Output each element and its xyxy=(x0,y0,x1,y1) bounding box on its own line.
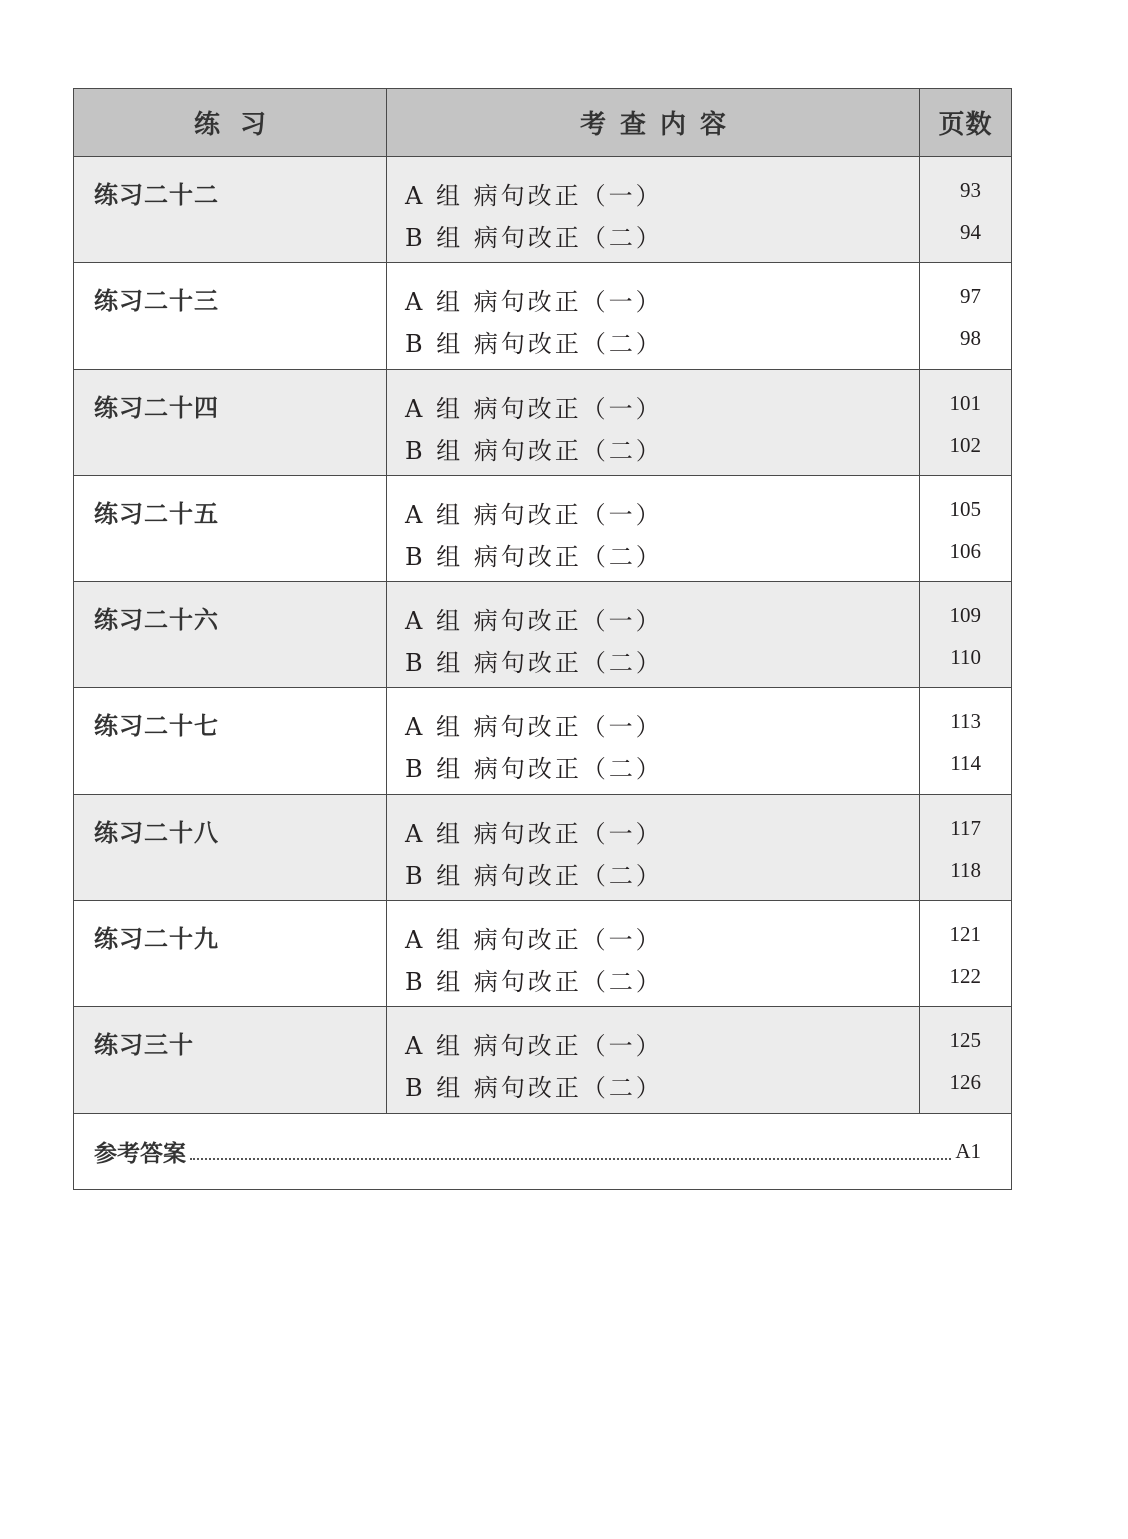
topic-b[interactable]: B 组 病句改正（二） xyxy=(405,224,663,252)
exercise-title[interactable]: 练习二十七 xyxy=(94,712,219,741)
table-row xyxy=(74,1006,1011,1112)
exercise-cell xyxy=(74,263,387,368)
exercise-title[interactable]: 练习二十九 xyxy=(94,925,219,954)
content-cell xyxy=(387,476,920,581)
content-cell xyxy=(387,263,920,368)
answer-key-row[interactable] xyxy=(74,1113,1011,1189)
content-cell xyxy=(387,901,920,1006)
exercise-cell xyxy=(74,795,387,900)
table-of-contents xyxy=(73,88,1012,1190)
page-number-b: 126 xyxy=(949,1070,981,1095)
exercise-cell xyxy=(74,582,387,687)
page-cell xyxy=(920,688,1011,793)
header-exercise-label: 练习 xyxy=(193,110,286,140)
page-cell xyxy=(920,370,1011,475)
topic-b[interactable]: B 组 病句改正（二） xyxy=(405,330,663,359)
table-row xyxy=(74,262,1011,368)
content-cell xyxy=(387,582,920,687)
page-number-b: 106 xyxy=(949,538,981,563)
exercise-title[interactable]: 练习二十八 xyxy=(94,818,219,847)
header-pages-label: 页数 xyxy=(938,110,993,140)
table-row xyxy=(74,581,1011,687)
table-row xyxy=(74,794,1011,900)
topic-a[interactable]: A 组 病句改正（一） xyxy=(405,819,663,848)
topic-a[interactable]: A 组 病句改正（一） xyxy=(405,713,663,742)
content-cell xyxy=(387,157,920,262)
exercise-title[interactable]: 练习二十六 xyxy=(94,606,219,635)
page-number-a: 125 xyxy=(949,1028,981,1053)
header-content-label: 考查内容 xyxy=(579,110,740,140)
topic-a[interactable]: A 组 病句改正（一） xyxy=(405,926,663,955)
exercise-cell xyxy=(74,1007,387,1112)
table-row xyxy=(74,369,1011,475)
table-row xyxy=(74,687,1011,793)
page-number-b: 114 xyxy=(950,751,981,776)
page-number-b: 102 xyxy=(949,432,981,457)
table-row xyxy=(74,475,1011,581)
header-exercise xyxy=(74,89,387,156)
topic-b[interactable]: B 组 病句改正（二） xyxy=(405,968,663,997)
page-number-b: 122 xyxy=(949,964,981,989)
content-cell xyxy=(387,795,920,900)
dotted-leader xyxy=(190,1158,951,1160)
topic-b[interactable]: B 组 病句改正（二） xyxy=(405,649,663,678)
page-number-a: 101 xyxy=(949,390,981,415)
page-number-a: 97 xyxy=(960,284,981,309)
exercise-title[interactable]: 练习二十三 xyxy=(94,287,219,316)
page-number-b: 94 xyxy=(960,220,981,244)
header-pages xyxy=(920,89,1011,156)
answer-key-label[interactable]: 参考答案 xyxy=(94,1140,186,1167)
page-cell xyxy=(920,582,1011,687)
page-cell xyxy=(920,901,1011,1006)
exercise-cell xyxy=(74,688,387,793)
exercise-cell xyxy=(74,901,387,1006)
content-cell xyxy=(387,688,920,793)
topic-b[interactable]: B 组 病句改正（二） xyxy=(405,542,663,571)
page-number-a: 93 xyxy=(960,178,981,202)
page-number-b: 118 xyxy=(950,857,981,882)
page-number-a: 105 xyxy=(949,496,981,521)
page-cell xyxy=(920,476,1011,581)
topic-a[interactable]: A 组 病句改正（一） xyxy=(405,288,663,317)
topic-a[interactable]: A 组 病句改正（一） xyxy=(405,607,663,636)
topic-a[interactable]: A 组 病句改正（一） xyxy=(405,182,663,210)
page-cell xyxy=(920,1007,1011,1112)
page-cell xyxy=(920,157,1011,262)
exercise-title[interactable]: 练习二十二 xyxy=(94,181,219,209)
topic-a[interactable]: A 组 病句改正（一） xyxy=(405,500,663,529)
page-cell xyxy=(920,263,1011,368)
page-cell xyxy=(920,795,1011,900)
topic-b[interactable]: B 组 病句改正（二） xyxy=(405,755,663,784)
page-number-b: 98 xyxy=(960,326,981,351)
header-content xyxy=(387,89,920,156)
page-number-a: 117 xyxy=(950,815,981,840)
exercise-title[interactable]: 练习二十五 xyxy=(94,499,219,528)
topic-b[interactable]: B 组 病句改正（二） xyxy=(405,861,663,890)
page-number-b: 110 xyxy=(950,645,981,670)
exercise-cell xyxy=(74,476,387,581)
page-number-a: 121 xyxy=(949,922,981,947)
table-row xyxy=(74,900,1011,1006)
answer-key-page: A1 xyxy=(955,1138,981,1163)
topic-b[interactable]: B 组 病句改正（二） xyxy=(405,436,663,465)
topic-b[interactable]: B 组 病句改正（二） xyxy=(405,1074,663,1103)
table-row xyxy=(74,156,1011,262)
content-cell xyxy=(387,370,920,475)
exercise-cell xyxy=(74,370,387,475)
page-number-a: 109 xyxy=(949,603,981,628)
table-header xyxy=(74,89,1011,156)
exercise-title[interactable]: 练习三十 xyxy=(94,1031,194,1060)
topic-a[interactable]: A 组 病句改正（一） xyxy=(405,1032,663,1061)
exercise-title[interactable]: 练习二十四 xyxy=(94,393,219,422)
content-cell xyxy=(387,1007,920,1112)
exercise-cell xyxy=(74,157,387,262)
topic-a[interactable]: A 组 病句改正（一） xyxy=(405,394,663,423)
page-number-a: 113 xyxy=(950,709,981,734)
